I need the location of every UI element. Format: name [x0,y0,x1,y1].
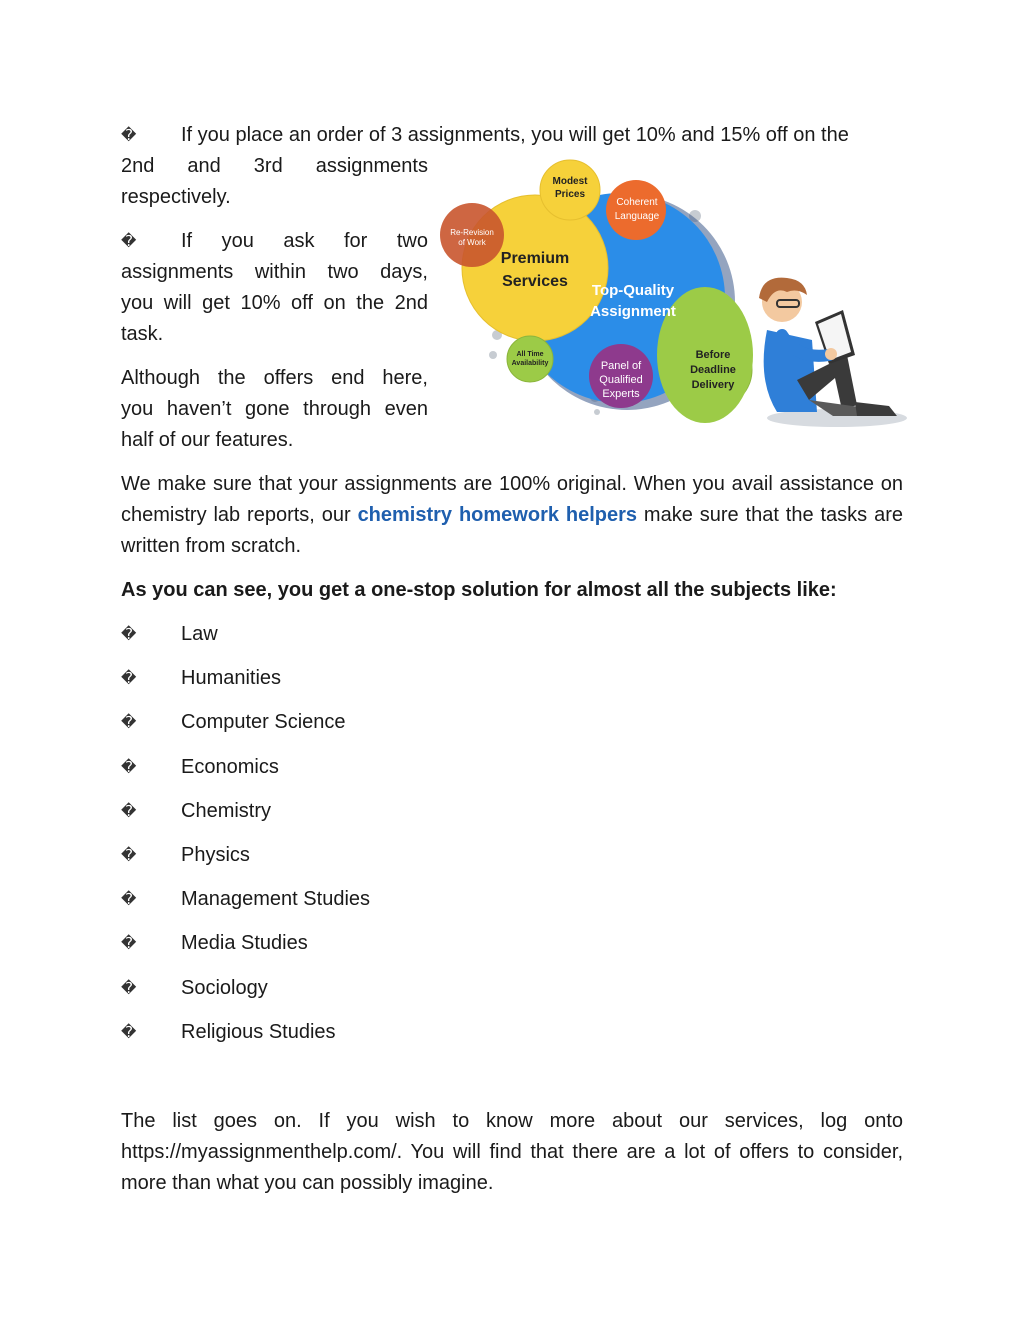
label-premium-2: Services [502,273,568,290]
student-reading-icon [759,278,907,427]
label-modest-2: Prices [554,189,586,200]
offer-two-line2: assignments within two days, [121,261,428,283]
bullet-glyph: � [121,626,137,643]
offer-two-line4: task. [121,323,164,345]
subject-humanities: Humanities [181,667,282,689]
label-alltime-2: Availability [511,360,549,367]
offer-three-line2: 2nd and 3rd assignments [121,155,428,177]
services-infographic [437,150,907,440]
subject-computer-science: Computer Science [181,711,346,733]
label-coherent-1: Coherent [616,197,658,208]
bullet-glyph: � [121,233,137,250]
coherent-language-circle [606,180,666,240]
subjects-heading: As you can see, you get a one-stop solution for almost all the subjects like: [121,579,837,601]
label-topquality-1: Top-Quality [591,282,675,299]
label-panel-2: Qualified [599,374,643,386]
offers-end-line2: you haven’t gone through even [121,398,428,420]
offer-two-line1: If you ask for two [181,230,428,252]
bullet-glyph: � [121,714,137,731]
originality-paragraph: We make sure that your assignments are 100% original. When you avail assistance on chemistry lab reports, our chemistry homework helpers make sure that the tasks are written from scratch. [121,473,903,557]
label-deadline-3: Delivery [691,379,735,391]
label-deadline-1: Before [695,349,731,361]
label-panel-1: Panel of [600,360,642,372]
bullet-glyph: � [121,980,137,997]
label-panel-3: Experts [602,388,640,400]
label-coherent-2: Language [614,211,660,222]
subject-law: Law [181,623,218,645]
offer-two-line3: you will get 10% off on the 2nd [121,292,428,314]
bullet-glyph: � [121,759,137,776]
subject-management-studies: Management Studies [181,888,371,910]
subject-religious-studies: Religious Studies [181,1021,336,1043]
subject-media-studies: Media Studies [181,932,308,954]
offers-end-line1: Although the offers end here, [121,367,428,389]
offer-three-line1: If you place an order of 3 assignments, you will get 10% and 15% off on the [181,124,849,146]
chemistry-homework-helpers-link[interactable]: chemistry homework helpers [357,504,638,526]
bullet-glyph: � [121,1024,137,1041]
subject-economics: Economics [181,756,279,778]
label-alltime-1: All Time [516,351,544,358]
label-deadline-2: Deadline [690,364,736,376]
label-premium-1: Premium [500,250,570,267]
bullet-glyph: � [121,891,137,908]
decor-dot-icon [489,351,497,359]
label-revision-1: Re-Revision [450,228,494,237]
bullet-glyph: � [121,935,137,952]
bullet-glyph: � [121,803,137,820]
bullet-glyph: � [121,127,137,144]
offers-end-line3: half of our features. [121,429,294,451]
label-topquality-2: Assignment [590,303,676,320]
subject-sociology: Sociology [181,977,268,999]
closing-paragraph: The list goes on. If you wish to know more about our services, log onto https://myassignmenthelp.com/. You will find that there are a lot of offers to consider, more than what you can possibly imagine. [121,1110,903,1194]
subject-chemistry: Chemistry [181,800,272,822]
label-revision-2: of Work [458,238,486,247]
bullet-glyph: � [121,847,137,864]
decor-dot-icon [594,409,600,415]
bullet-glyph: � [121,670,137,687]
all-time-circle [507,336,553,382]
label-modest-1: Modest [552,176,588,187]
offer-three-line3: respectively. [121,186,231,208]
subject-physics: Physics [181,844,250,866]
